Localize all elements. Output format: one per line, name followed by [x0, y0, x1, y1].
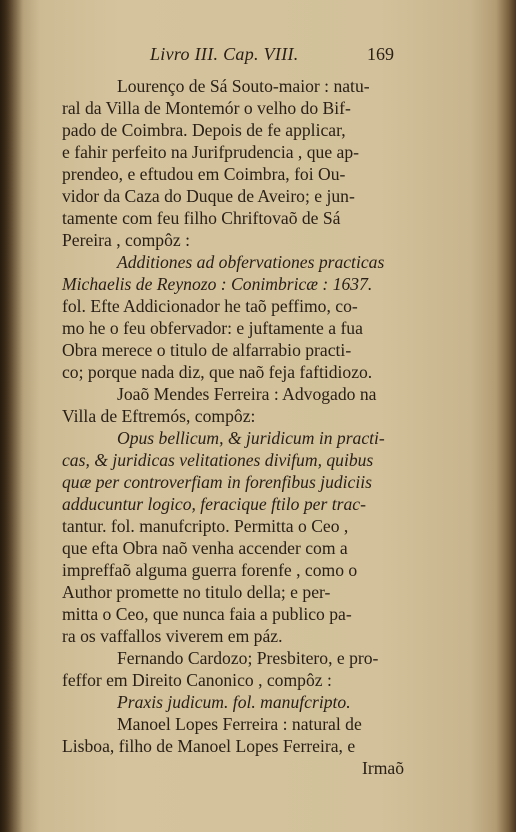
- text-line: feffor em Direito Canonico , compôz :: [62, 670, 332, 690]
- text-line: prendeo, e eftudou em Coimbra, foi Ou-: [62, 164, 346, 184]
- text-line: vidor da Caza do Duque de Aveiro; e jun-: [62, 186, 355, 206]
- text-line: tantur. fol. manufcripto. Permitta o Ceo ,: [62, 516, 349, 536]
- text-line: Manoel Lopes Ferreira : natural de: [117, 714, 362, 734]
- text-line: Lisboa, filho de Manoel Lopes Ferreira, e: [62, 736, 356, 756]
- text-line: Fernando Cardozo; Presbitero, e pro-: [117, 648, 379, 668]
- text-line: Lourenço de Sá Souto-maior : natu-: [117, 76, 370, 96]
- text-line: ral da Villa de Montemór o velho do Bif-: [62, 98, 351, 118]
- text-line: Joaõ Mendes Ferreira : Advogado na: [117, 384, 377, 404]
- text-line: pado de Coimbra. Depois de fe applicar,: [62, 120, 346, 140]
- running-header-title: Livro III. Cap. VIII.: [150, 44, 299, 64]
- text-line: Michaelis de Reynozo : Conimbricæ : 1637.: [62, 274, 373, 294]
- page-number: 169: [367, 44, 394, 64]
- text-line: Author promette no titulo della; e per-: [62, 582, 331, 602]
- text-line: Villa de Eftremós, compôz:: [62, 406, 256, 426]
- text-line: adducuntur logico, feracique ftilo per trac-: [62, 494, 366, 514]
- text-line: mo he o feu obfervador: e juftamente a fua: [62, 318, 363, 338]
- text-line: e fahir perfeito na Jurifprudencia , que ap-: [62, 142, 359, 162]
- text-line: Praxis judicum. fol. manufcripto.: [117, 692, 351, 712]
- text-line: que efta Obra naõ venha accender com a: [62, 538, 348, 558]
- text-line: Opus bellicum, & juridicum in practi-: [117, 428, 385, 448]
- text-line: impreffaõ alguma guerra forenfe , como o: [62, 560, 358, 580]
- text-line: fol. Efte Addicionador he taõ peffimo, co-: [62, 296, 358, 316]
- text-line: mitta o Ceo, que nunca faia a publico pa-: [62, 604, 352, 624]
- text-line: ra os vaffallos viverem em páz.: [62, 626, 283, 646]
- text-line: co; porque nada diz, que naõ feja faftidiozo.: [62, 362, 373, 382]
- text-line: Additiones ad obfervationes practicas: [117, 252, 385, 272]
- text-line: quæ per controverfiam in forenfibus judiciis: [62, 472, 372, 492]
- text-line: Obra merece o titulo de alfarrabio practi-: [62, 340, 352, 360]
- catchword: Irmaõ: [362, 758, 405, 778]
- text-line: cas, & juridicas velitationes divifum, quibus: [62, 450, 374, 470]
- text-line: tamente com feu filho Chriftovaõ de Sá: [62, 208, 341, 228]
- text-line: Pereira , compôz :: [62, 230, 190, 250]
